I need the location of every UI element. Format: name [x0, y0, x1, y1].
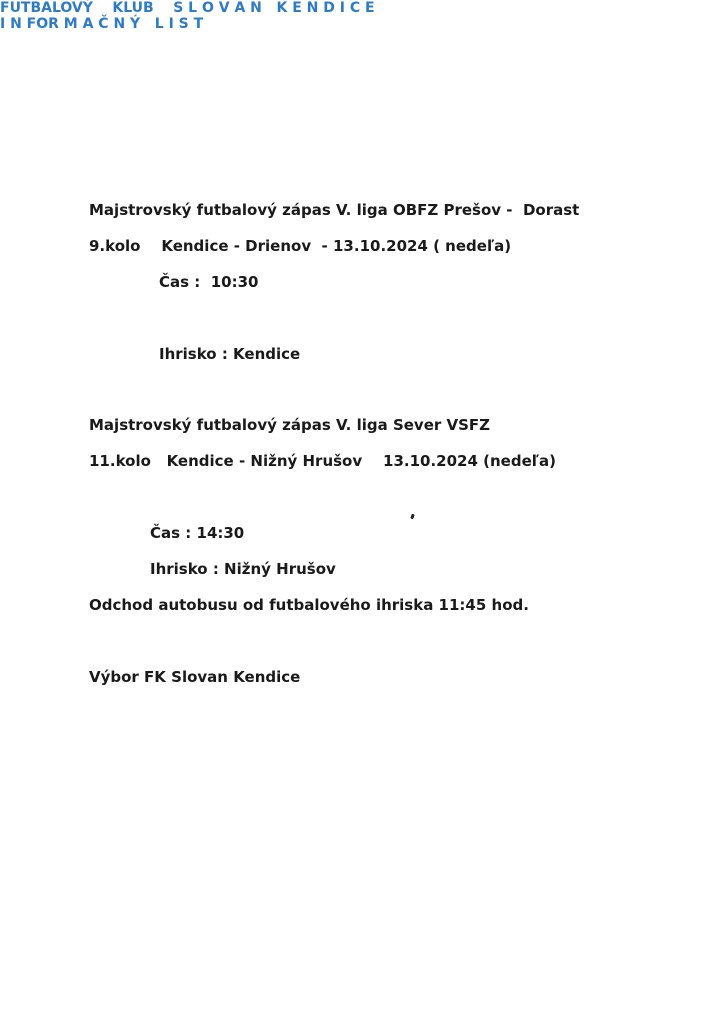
- document-title: I N FOR M A Č N Ý L I S T: [0, 16, 204, 32]
- match2-time: Čas : 14:30: [150, 524, 245, 542]
- match1-time: Čas : 10:30: [159, 273, 259, 291]
- match2-title: Majstrovský futbalový zápas V. liga Sever VSFZ: [89, 416, 491, 434]
- match1-title: Majstrovský futbalový zápas V. liga OBFZ Prešov - Dorast: [89, 201, 580, 219]
- match1-venue: Ihrisko : Kendice: [159, 345, 301, 363]
- bus-departure-note: Odchod autobusu od futbalového ihriska 11:45 hod.: [89, 596, 529, 614]
- scan-speck: [410, 514, 415, 520]
- committee-signature: Výbor FK Slovan Kendice: [89, 668, 301, 686]
- match2-venue: Ihrisko : Nižný Hrušov: [150, 560, 336, 578]
- match2-round: 11.kolo Kendice - Nižný Hrušov 13.10.2024 (nedeľa): [89, 452, 556, 470]
- match1-round: 9.kolo Kendice - Drienov - 13.10.2024 ( nedeľa): [89, 237, 512, 255]
- club-name-heading: FUTBALOVÝ KLUB S L O V A N K E N D I C E: [0, 0, 375, 16]
